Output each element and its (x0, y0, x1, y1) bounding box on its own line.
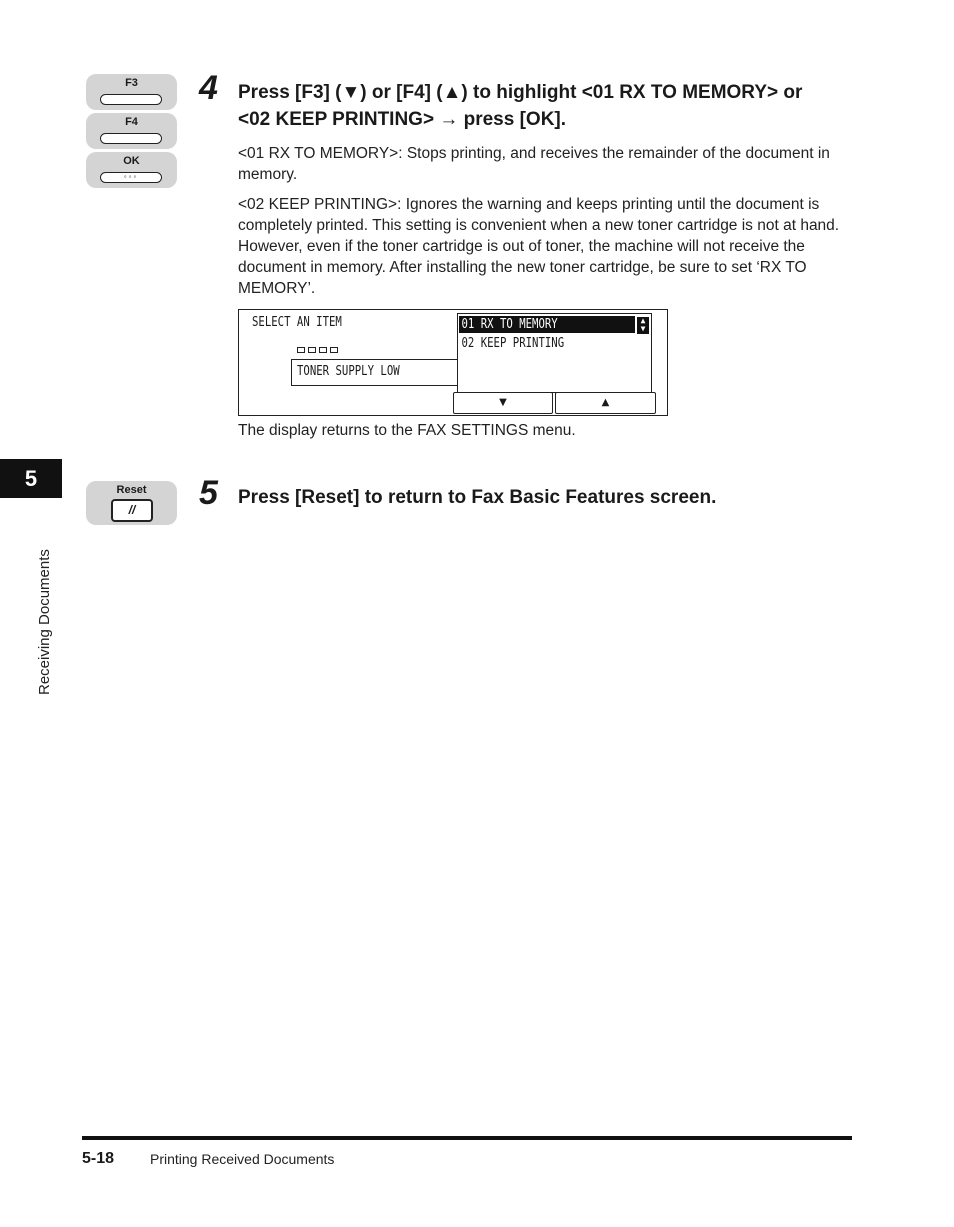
page-number: 5-18 (82, 1150, 115, 1167)
lcd-option-rx-to-memory[interactable] (459, 316, 635, 333)
lcd-option-keep-printing[interactable] (459, 335, 635, 352)
step-4-title-line2: <02 KEEP PRINTING> → press [OK]. (238, 109, 567, 130)
footer-rule (82, 1136, 852, 1140)
key-pill-icon (100, 94, 162, 105)
lcd-indicator-squares (297, 347, 338, 353)
step-4-number: 4 (199, 69, 218, 107)
lcd-display (238, 309, 668, 416)
chapter-side-label: Receiving Documents (36, 549, 53, 695)
chapter-tab: 5 (0, 459, 62, 498)
f3-key-label: F3 (125, 77, 138, 89)
step-5-title: Press [Reset] to return to Fax Basic Features screen. (238, 487, 717, 508)
step-4-paragraph-keep-printing: <02 KEEP PRINTING>: Ignores the warning and keeps printing until the document is completely printed. This setting is convenient when a new toner cartridge is not at hand. However, even if the toner cartridge is out of toner, the machine will not receive the document in memory. After installing the new toner cartridge, be sure to set ‘RX TO MEMORY’. (238, 196, 840, 297)
ok-key-icon (86, 152, 177, 188)
step-4-title-line1: Press [F3] (▼) or [F4] (▲) to highlight <01 RX TO MEMORY> or (238, 82, 803, 103)
lcd-up-button[interactable]: ▲ (555, 392, 656, 414)
toner-status-text: TONER SUPPLY LOW (297, 364, 400, 379)
step-4-caption: The display returns to the FAX SETTINGS menu. (238, 422, 576, 439)
ok-key-label: OK (123, 155, 140, 167)
ok-dots-icon: ◦◦◦ (123, 172, 139, 181)
f3-key-icon (86, 74, 177, 110)
lcd-option-list (457, 313, 652, 393)
scroll-updown-icon: ▲ ▼ (637, 317, 649, 334)
toner-status-box (291, 359, 458, 386)
lcd-option-label: 02 KEEP PRINTING (461, 336, 565, 351)
step-5-number: 5 (199, 474, 218, 512)
lcd-option-label: 01 RX TO MEMORY (461, 317, 558, 332)
step-4-paragraph-rx-to-memory: <01 RX TO MEMORY>: Stops printing, and receives the remainder of the document in memory. (238, 145, 830, 183)
reset-key-icon (86, 481, 177, 525)
key-pill-icon (100, 133, 162, 144)
f4-key-icon (86, 113, 177, 149)
footer-section-title: Printing Received Documents (150, 1151, 335, 1167)
key-pill-icon (100, 172, 162, 183)
f4-key-label: F4 (125, 116, 138, 128)
lcd-down-button[interactable]: ▼ (453, 392, 553, 414)
reset-key-label: Reset (116, 484, 147, 496)
reset-symbol-icon: // (111, 499, 153, 522)
lcd-title: SELECT AN ITEM (252, 315, 342, 330)
